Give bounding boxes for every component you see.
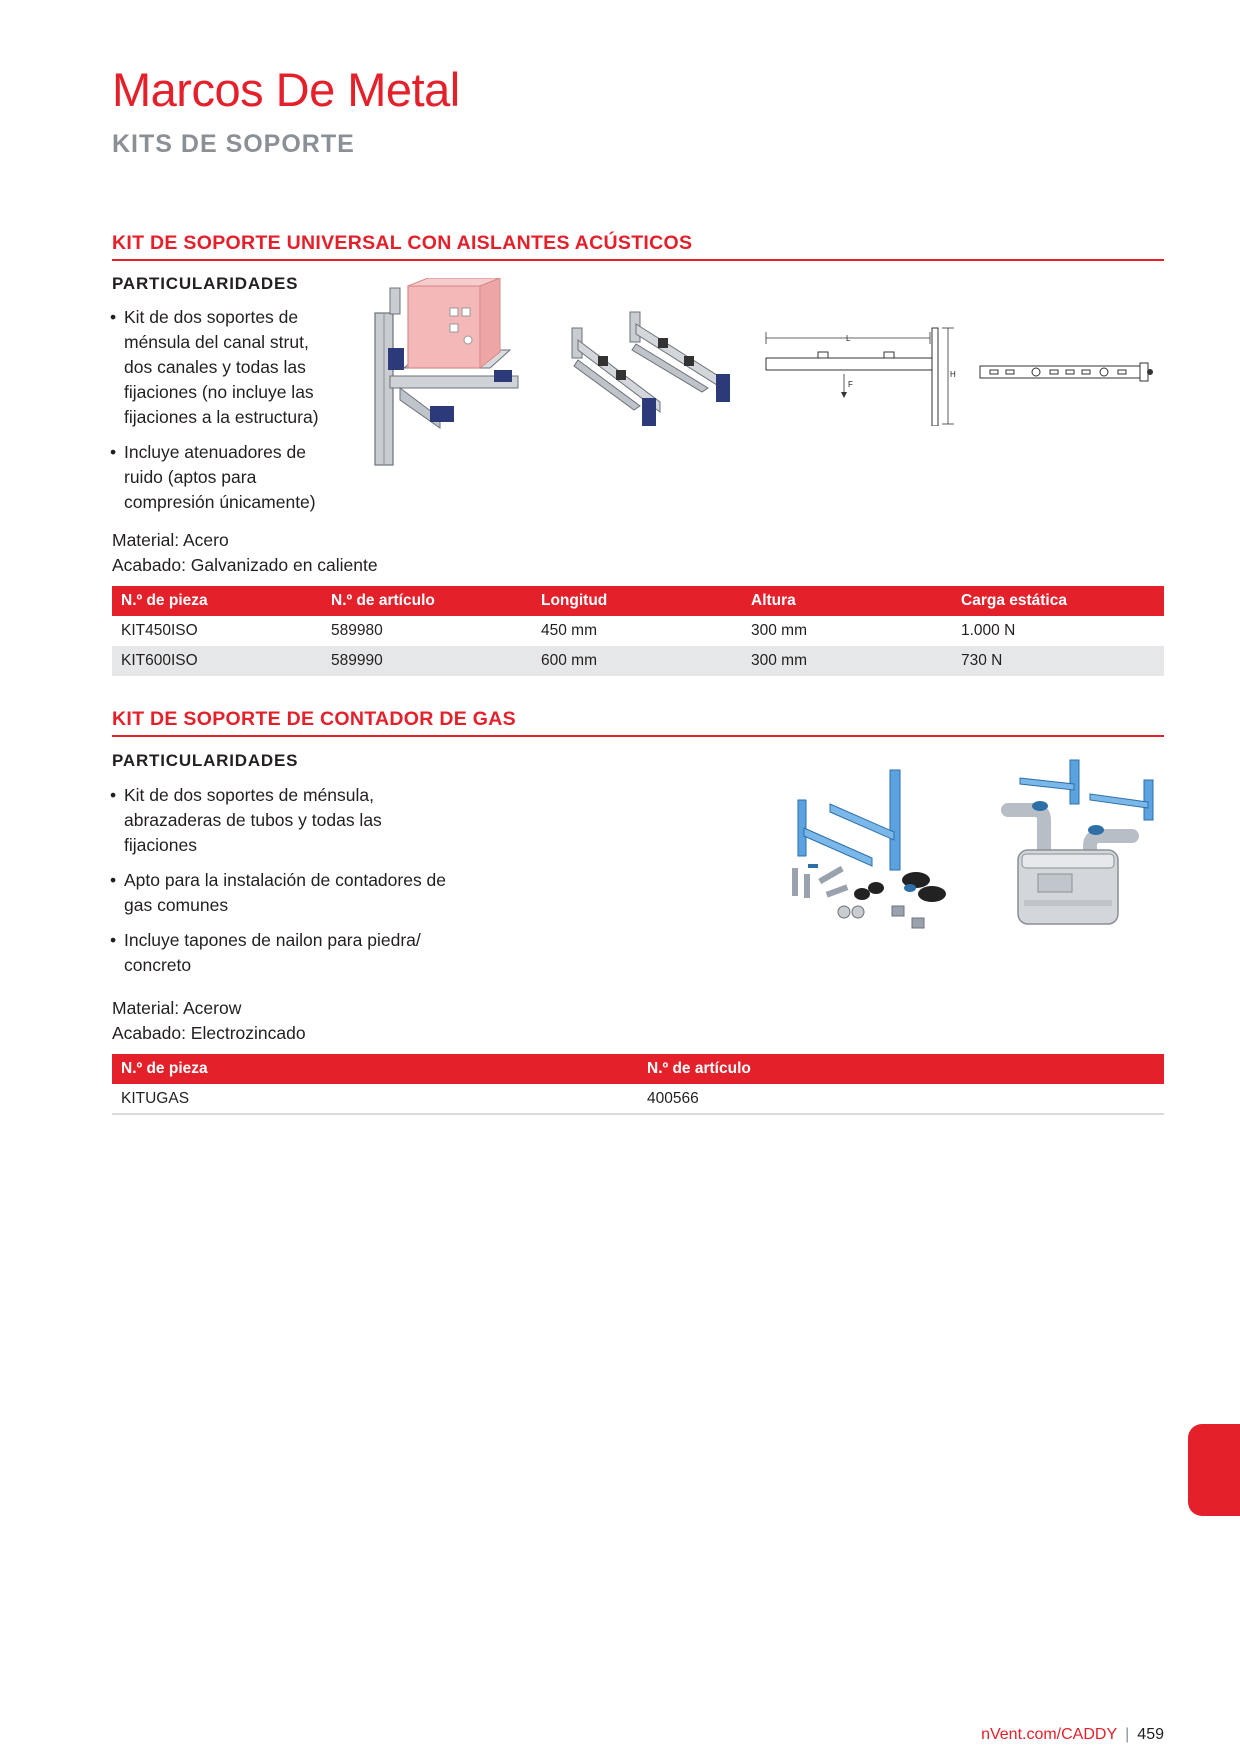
table-header-row [112, 586, 1164, 616]
column-header: N.º de pieza [112, 586, 322, 616]
table-cell: 400566 [638, 1084, 1164, 1114]
section-heading-gas-meter-kit: KIT DE SOPORTE DE CONTADOR DE GAS [112, 708, 1164, 737]
features-list [110, 783, 450, 988]
page-footer [981, 1726, 1164, 1744]
material-spec: Material: Acero [112, 530, 229, 550]
column-header: N.º de pieza [112, 1054, 638, 1084]
table-cell: 600 mm [532, 646, 742, 676]
finish-spec: Acabado: Galvanizado en caliente [112, 555, 378, 575]
column-header: N.º de artículo [322, 586, 532, 616]
table-cell: 300 mm [751, 622, 807, 639]
table-cell: 1.000 N [961, 622, 1016, 639]
channel-top-view-drawing [978, 360, 1154, 384]
table-cell: 589980 [331, 622, 383, 639]
height-label: H [950, 370, 956, 379]
product-image-mounted-bracket [370, 278, 530, 468]
footer-separator: | [1125, 1726, 1130, 1743]
list-item: • Incluye atenuadores de ruido (aptos para compresión únicamente) [110, 442, 316, 512]
force-label: F [848, 380, 853, 389]
table-cell: KIT600ISO [112, 646, 322, 676]
table-row [112, 616, 1164, 646]
product-table-universal-kit [112, 586, 1164, 676]
features-heading: PARTICULARIDADES [112, 274, 299, 293]
product-image-gas-kit-parts [782, 768, 962, 938]
features-list [110, 305, 340, 525]
column-header: Carga estática [952, 586, 1164, 616]
product-image-gas-meter-installed [1000, 758, 1160, 936]
list-item: • Apto para la instalación de contadores de gas comunes [110, 870, 447, 915]
table-cell: 730 N [952, 646, 1164, 676]
table-cell: 300 mm [742, 646, 952, 676]
product-table-gas-meter-kit [112, 1054, 1164, 1115]
dimension-drawing [760, 326, 960, 426]
column-header: Longitud [532, 586, 742, 616]
table-cell: 450 mm [541, 622, 597, 639]
material-spec: Material: Acerow [112, 998, 242, 1018]
table-cell: KIT450ISO [121, 622, 198, 639]
table-row [112, 646, 1164, 676]
section-heading-universal-kit: KIT DE SOPORTE UNIVERSAL CON AISLANTES ACÚSTICOS [112, 232, 1164, 261]
features-heading: PARTICULARIDADES [112, 751, 299, 770]
page-title: Marcos De Metal [112, 63, 460, 116]
section-tab-marker [1188, 1424, 1240, 1516]
table-row [112, 1084, 1164, 1114]
list-item: • Incluye tapones de nailon para piedra/ concreto [110, 930, 421, 975]
column-header: Altura [742, 586, 952, 616]
page-subtitle: KITS DE SOPORTE [112, 130, 355, 158]
length-label: L [846, 334, 851, 343]
footer-url[interactable]: nVent.com/CADDY [981, 1726, 1118, 1743]
column-header: N.º de artículo [638, 1054, 1164, 1084]
list-item: • Kit de dos soportes de ménsula, abrazaderas de tubos y todas las fijaciones [110, 785, 382, 855]
table-header-row [112, 1054, 1164, 1084]
finish-spec: Acabado: Electrozincado [112, 1023, 306, 1043]
product-image-bracket-pair [570, 310, 740, 440]
list-item: • Kit de dos soportes de ménsula del canal strut, dos canales y todas las fijaciones (no incluye las fijaciones a la estructura) [110, 307, 319, 427]
table-cell: KITUGAS [112, 1084, 638, 1114]
table-cell: 589990 [322, 646, 532, 676]
page-number: 459 [1137, 1726, 1164, 1743]
